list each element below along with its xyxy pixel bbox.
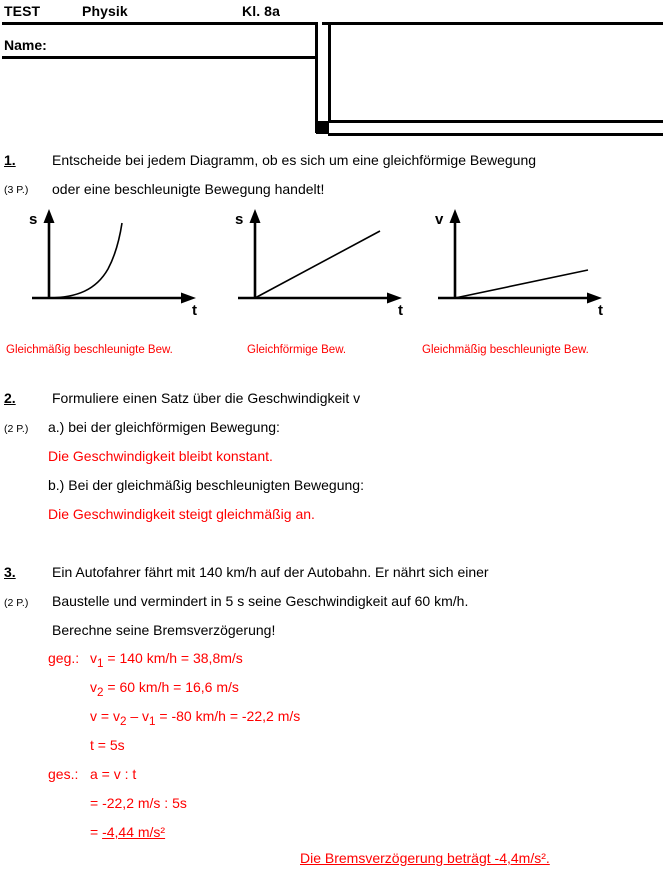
solution-step-2 [90,824,165,840]
diagram-2-x-axis-label: t [398,302,403,319]
diagram-3-answer: Gleichmäßig beschleunigte Bew. [422,344,589,356]
header-rule-top-right [322,22,663,25]
solution-dv-subscript-1: 1 [149,714,156,728]
grading-table-rule-mid [328,120,663,123]
question-2-points: (2 P.) [4,423,29,435]
solution-step-2-equals: = [90,824,103,840]
solution-v2-rest: = 60 km/h = 16,6 m/s [103,679,239,695]
solution-conclusion: Die Bremsverzögerung beträgt -4,4m/s². [300,850,550,866]
grading-table-divider-left [315,22,318,133]
question-2-line-1: Formuliere einen Satz über die Geschwindigkeit v [52,390,361,406]
diagram-2-answer: Gleichförmige Bew. [247,344,347,356]
solution-line-v1 [90,650,243,670]
question-3-number: 3. [4,564,16,580]
solution-v1-subscript: 1 [97,656,104,670]
grading-table-marker-cell [316,121,329,134]
solution-v1-rest: = 140 km/h = 38,8m/s [103,650,243,666]
solution-dv-rest: = -80 km/h = -22,2 m/s [155,708,301,724]
header-subject-label: Physik [82,3,128,19]
diagram-3-x-axis-label: t [598,302,603,319]
question-2-part-b: b.) Bei der gleichmäßig beschleunigten Bewegung: [48,477,364,493]
solution-dv-subscript-2: 2 [119,714,127,728]
question-1-number: 1. [4,152,16,168]
diagram-1-y-axis-label: s [29,211,38,228]
solution-line-delta-v [90,708,300,728]
grading-table-divider-right [328,22,331,122]
grading-table-rule-bottom [328,133,663,136]
header-name-label: Name: [4,37,47,53]
header-rule-name [2,56,317,59]
solution-v1-symbol: v [90,650,97,666]
solution-step-1: = -22,2 m/s : 5s [90,795,187,811]
question-1-line-1: Entscheide bei jedem Diagramm, ob es sich um eine gleichförmige Bewegung [52,152,537,168]
question-2-number: 2. [4,390,16,406]
diagram-1-x-axis-label: t [192,302,197,319]
header-title-row [4,2,314,20]
question-1-points: (3 P.) [4,184,29,196]
question-3-line-1: Ein Autofahrer fährt mit 140 km/h auf der Autobahn. Er nährt sich einer [52,564,489,580]
question-2-answer-a: Die Geschwindigkeit bleibt konstant. [48,448,273,464]
solution-v2-subscript: 2 [97,685,104,699]
solution-dv-prefix: v = v [90,708,120,724]
solution-ges-label: ges.: [48,766,79,782]
question-3-line-2: Baustelle und vermindert in 5 s seine Geschwindigkeit auf 60 km/h. [52,593,469,609]
question-1-line-2: oder eine beschleunigte Bewegung handelt! [52,181,325,197]
header-rule-top-left [2,22,317,25]
question-2-part-a: a.) bei der gleichförmigen Bewegung: [48,419,280,435]
diagram-2-y-axis-label: s [235,211,244,228]
diagram-3-y-axis-label: v [435,211,444,228]
solution-ges-formula: a = v : t [90,766,137,782]
diagram-1 [22,206,222,321]
header-test-label: TEST [4,3,41,19]
header-name-row [4,36,314,54]
solution-line-v2 [90,679,239,699]
solution-dv-middle: – v [126,708,150,724]
diagram-2 [228,206,428,321]
diagram-3 [428,206,638,321]
solution-geg-label: geg.: [48,650,80,666]
question-3-line-3: Berechne seine Bremsverzögerung! [52,622,276,638]
solution-step-2-value: -4,44 m/s² [102,824,166,840]
header-class-label: Kl. 8a [242,3,280,19]
question-2-answer-b: Die Geschwindigkeit steigt gleichmäßig an. [48,506,315,522]
solution-v2-symbol: v [90,679,97,695]
question-3-points: (2 P.) [4,597,29,609]
diagram-1-answer: Gleichmäßig beschleunigte Bew. [6,344,173,356]
solution-line-t: t = 5s [90,737,125,753]
document-header [0,0,664,140]
